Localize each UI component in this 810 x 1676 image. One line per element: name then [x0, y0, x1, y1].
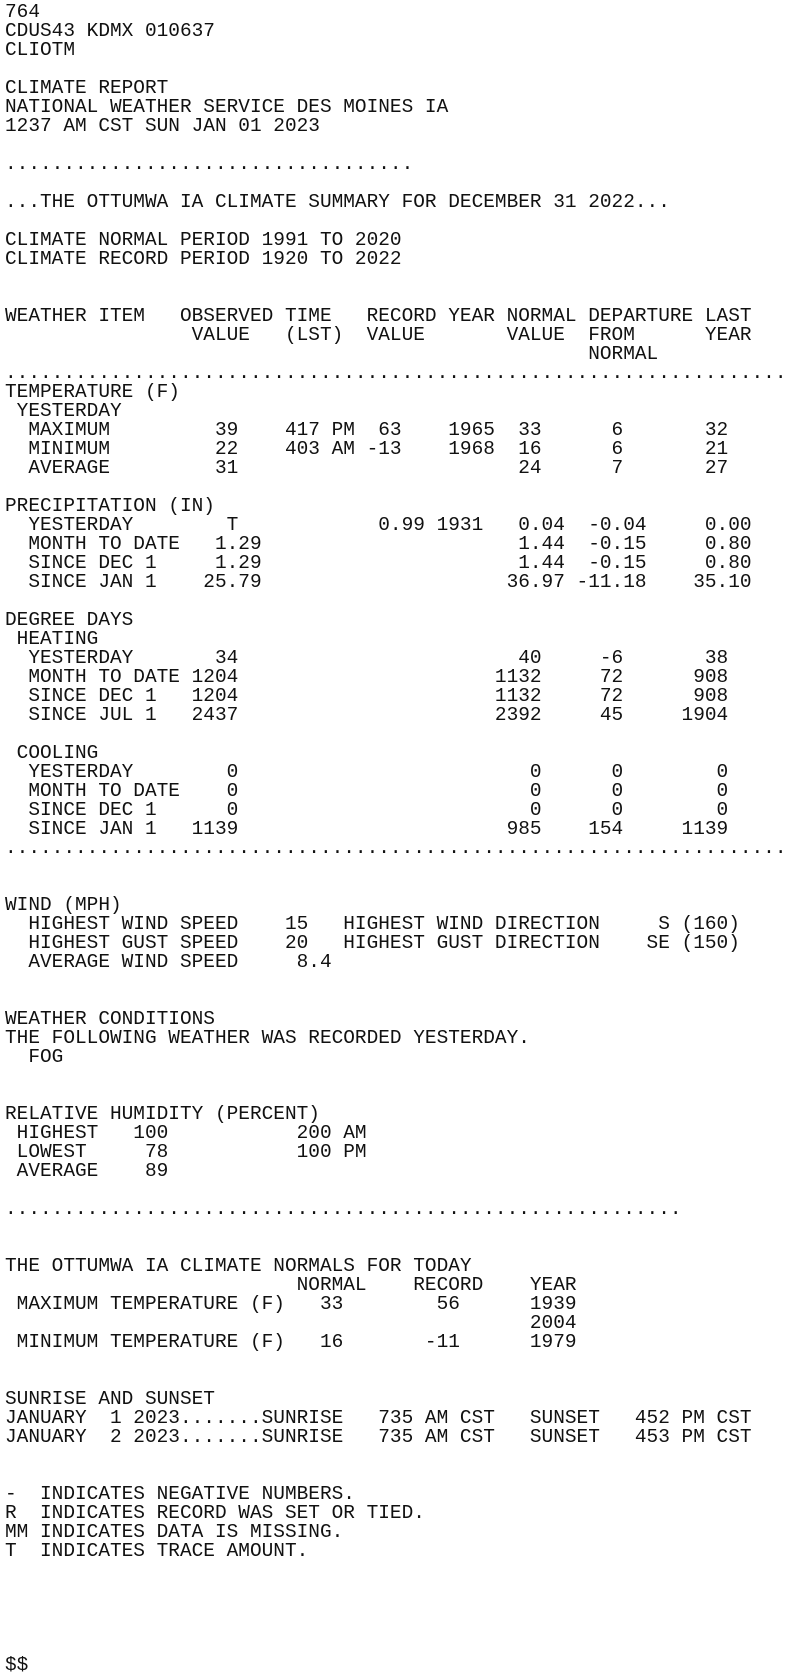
report-line: MINIMUM 22 403 AM -13 1968 16 6 21	[5, 438, 729, 460]
report-line: NORMAL RECORD YEAR	[5, 1274, 577, 1296]
report-line: 2004	[5, 1312, 577, 1334]
report-line: NATIONAL WEATHER SERVICE DES MOINES IA	[5, 96, 449, 118]
report-line: WIND (MPH)	[5, 894, 122, 916]
report-line	[5, 269, 810, 288]
report-line: MAXIMUM TEMPERATURE (F) 33 56 1939	[5, 1293, 577, 1315]
report-line: CLIOTM	[5, 39, 75, 61]
report-line: AVERAGE 31 24 7 27	[5, 457, 729, 479]
report-line: SINCE JUL 1 2437 2392 45 1904	[5, 704, 729, 726]
report-line: CDUS43 KDMX 010637	[5, 20, 215, 42]
report-line: CLIMATE REPORT	[5, 77, 169, 99]
report-line	[5, 1637, 810, 1656]
report-line	[5, 1618, 810, 1637]
report-line: HIGHEST 100 200 AM	[5, 1122, 367, 1144]
report-line: T INDICATES TRACE AMOUNT.	[5, 1540, 309, 1562]
report-line: NORMAL	[5, 343, 659, 365]
report-line	[5, 1561, 810, 1580]
report-line: ...................................................................	[5, 837, 787, 859]
report-line: MONTH TO DATE 1.29 1.44 -0.15 0.80	[5, 533, 752, 555]
report-line: SINCE JAN 1 25.79 36.97 -11.18 35.10	[5, 571, 752, 593]
report-line: MONTH TO DATE 0 0 0 0	[5, 780, 729, 802]
report-line: AVERAGE WIND SPEED 8.4	[5, 951, 332, 973]
report-line: DEGREE DAYS	[5, 609, 134, 631]
report-line: FOG	[5, 1046, 64, 1068]
report-line: ..........................................................	[5, 1198, 682, 1220]
report-line: HIGHEST GUST SPEED 20 HIGHEST GUST DIRECTION SE (150)	[5, 932, 740, 954]
report-line: MONTH TO DATE 1204 1132 72 908	[5, 666, 729, 688]
report-line: JANUARY 2 2023.......SUNRISE 735 AM CST SUNSET 453 PM CST	[5, 1426, 752, 1448]
report-line: $$	[5, 1654, 29, 1676]
report-line: WEATHER ITEM OBSERVED TIME RECORD YEAR NORMAL DEPARTURE LAST	[5, 305, 752, 327]
report-line: CLIMATE NORMAL PERIOD 1991 TO 2020	[5, 229, 402, 251]
report-line	[5, 725, 810, 744]
report-line: CLIMATE RECORD PERIOD 1920 TO 2022	[5, 248, 402, 270]
report-line: SINCE DEC 1 1204 1132 72 908	[5, 685, 729, 707]
report-line: - INDICATES NEGATIVE NUMBERS.	[5, 1483, 355, 1505]
report-line: TEMPERATURE (F)	[5, 381, 180, 403]
report-line: MM INDICATES DATA IS MISSING.	[5, 1521, 344, 1543]
report-line: YESTERDAY 0 0 0 0	[5, 761, 729, 783]
report-line: YESTERDAY T 0.99 1931 0.04 -0.04 0.00	[5, 514, 752, 536]
report-line: SUNRISE AND SUNSET	[5, 1388, 215, 1410]
report-line	[5, 877, 810, 896]
report-line: THE FOLLOWING WEATHER WAS RECORDED YESTERDAY.	[5, 1027, 530, 1049]
report-line: VALUE (LST) VALUE VALUE FROM YEAR	[5, 324, 752, 346]
report-line: WEATHER CONDITIONS	[5, 1008, 215, 1030]
report-line: ...................................	[5, 153, 414, 175]
report-line	[5, 1067, 810, 1086]
report-line: SINCE DEC 1 0 0 0 0	[5, 799, 729, 821]
report-line: 764	[5, 1, 40, 23]
report-line: 1237 AM CST SUN JAN 01 2023	[5, 115, 320, 137]
report-line: MINIMUM TEMPERATURE (F) 16 -11 1979	[5, 1331, 577, 1353]
report-line: ...................................................................	[5, 362, 787, 384]
report-line: JANUARY 1 2023.......SUNRISE 735 AM CST SUNSET 452 PM CST	[5, 1407, 752, 1429]
report-line: RELATIVE HUMIDITY (PERCENT)	[5, 1103, 320, 1125]
report-line: SINCE DEC 1 1.29 1.44 -0.15 0.80	[5, 552, 752, 574]
report-line	[5, 972, 810, 991]
report-line: THE OTTUMWA IA CLIMATE NORMALS FOR TODAY	[5, 1255, 472, 1277]
report-line	[5, 1447, 810, 1466]
report-line: AVERAGE 89	[5, 1160, 169, 1182]
report-line: LOWEST 78 100 PM	[5, 1141, 367, 1163]
report-line: YESTERDAY	[5, 400, 122, 422]
report-line	[5, 1580, 810, 1599]
report-line	[5, 858, 810, 877]
report-line	[5, 1599, 810, 1618]
report-line	[5, 1352, 810, 1371]
report-line: COOLING	[5, 742, 99, 764]
report-line	[5, 1219, 810, 1238]
report-line: HIGHEST WIND SPEED 15 HIGHEST WIND DIRECTION S (160)	[5, 913, 740, 935]
report-line: SINCE JAN 1 1139 985 154 1139	[5, 818, 729, 840]
report-line: MAXIMUM 39 417 PM 63 1965 33 6 32	[5, 419, 729, 441]
report-line: PRECIPITATION (IN)	[5, 495, 215, 517]
report-line: HEATING	[5, 628, 99, 650]
report-line: YESTERDAY 34 40 -6 38	[5, 647, 729, 669]
report-line: ...THE OTTUMWA IA CLIMATE SUMMARY FOR DECEMBER 31 2022...	[5, 191, 670, 213]
report-line: R INDICATES RECORD WAS SET OR TIED.	[5, 1502, 425, 1524]
